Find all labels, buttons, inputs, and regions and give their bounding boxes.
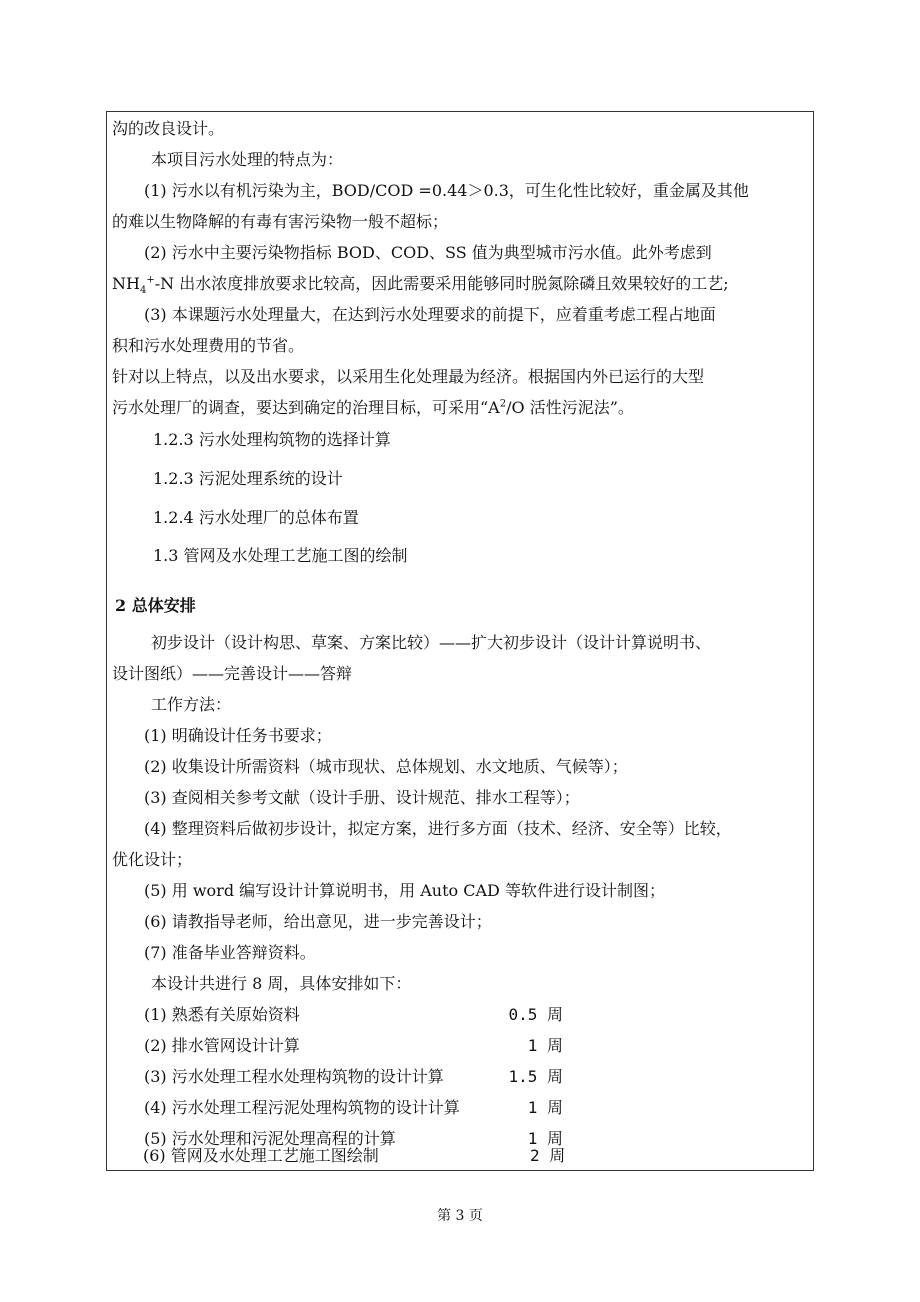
text-line: 设计图纸）——完善设计——答辩 — [112, 664, 353, 683]
text-line: 的难以生物降解的有毒有害污染物一般不超标； — [112, 212, 449, 231]
text-line: 针对以上特点，以及出水要求，以采用生化处理最为经济。根据国内外已运行的大型 — [112, 367, 705, 386]
schedule-task: (3) 污水处理工程水处理构筑物的设计计算 — [144, 1067, 444, 1086]
text-line: 初步设计（设计构思、草案、方案比较）——扩大初步设计（设计计算说明书、 — [151, 633, 712, 652]
section-heading: 1.2.3 污水处理构筑物的选择计算 — [153, 430, 391, 449]
text-line: 本项目污水处理的特点为： — [151, 150, 344, 169]
schedule-task: (4) 污水处理工程污泥处理构筑物的设计计算 — [144, 1098, 460, 1117]
text-line: 工作方法： — [151, 695, 232, 714]
text-line: 积和污水处理费用的节省。 — [112, 336, 305, 355]
schedule-weeks: 1 周 — [527, 1129, 563, 1148]
schedule-task: (1) 熟悉有关原始资料 — [144, 1005, 300, 1024]
list-item: (6) 请教指导老师，给出意见，进一步完善设计； — [144, 912, 492, 931]
section-heading: 1.3 管网及水处理工艺施工图的绘制 — [153, 546, 408, 565]
schedule-weeks: 2 周 — [530, 1146, 566, 1165]
chapter-heading: 2 总体安排 — [115, 596, 196, 615]
list-item: (7) 准备毕业答辩资料。 — [144, 943, 316, 962]
schedule-weeks: 0.5 周 — [508, 1005, 563, 1024]
text-line: (2) 污水中主要污染物指标 BOD、COD、SS 值为典型城市污水值。此外考虑到 — [144, 243, 712, 262]
schedule-weeks: 1 周 — [527, 1098, 563, 1117]
schedule-task: (5) 污水处理和污泥处理高程的计算 — [144, 1129, 396, 1148]
list-item: (4) 整理资料后做初步设计，拟定方案，进行多方面（技术、经济、安全等）比较， — [144, 819, 732, 838]
page-number: 第 3 页 — [437, 1208, 483, 1224]
list-item: (2) 收集设计所需资料（城市现状、总体规划、水文地质、气候等）； — [144, 757, 628, 776]
text-line: (3) 本课题污水处理量大，在达到污水处理要求的前提下，应着重考虑工程占地面 — [144, 305, 716, 324]
schedule-task: (2) 排水管网设计计算 — [144, 1036, 300, 1055]
schedule-weeks: 1 周 — [527, 1036, 563, 1055]
text-line: 本设计共进行 8 周，具体安排如下： — [151, 974, 412, 993]
schedule-task: (6) 管网及水处理工艺施工图绘制 — [143, 1146, 379, 1165]
list-item: (5) 用 word 编写设计计算说明书，用 Auto CAD 等软件进行设计制图； — [144, 881, 665, 900]
text-line: 污水处理厂的调查，要达到确定的治理目标，可采用“$A^2/O$ 活性污泥法”。 — [112, 398, 634, 417]
section-heading: 1.2.4 污水处理厂的总体布置 — [153, 508, 359, 527]
list-item: (1) 明确设计任务书要求； — [144, 726, 332, 745]
document-table-frame — [106, 111, 814, 1171]
text-line: 沟的改良设计。 — [112, 119, 225, 138]
schedule-weeks: 1.5 周 — [508, 1067, 563, 1086]
text-line: (1) 污水以有机污染为主，BOD/COD =0.44＞0.3，可生化性比较好，重金属及其他 — [144, 181, 749, 200]
section-heading: 1.2.3 污泥处理系统的设计 — [153, 469, 343, 488]
list-item: 优化设计； — [112, 850, 193, 869]
list-item: (3) 查阅相关参考文献（设计手册、设计规范、排水工程等）； — [144, 788, 580, 807]
text-line: $NH_4^+-N$ 出水浓度排放要求比较高，因此需要采用能够同时脱氮除磷且效果较好的工艺; — [112, 274, 729, 297]
